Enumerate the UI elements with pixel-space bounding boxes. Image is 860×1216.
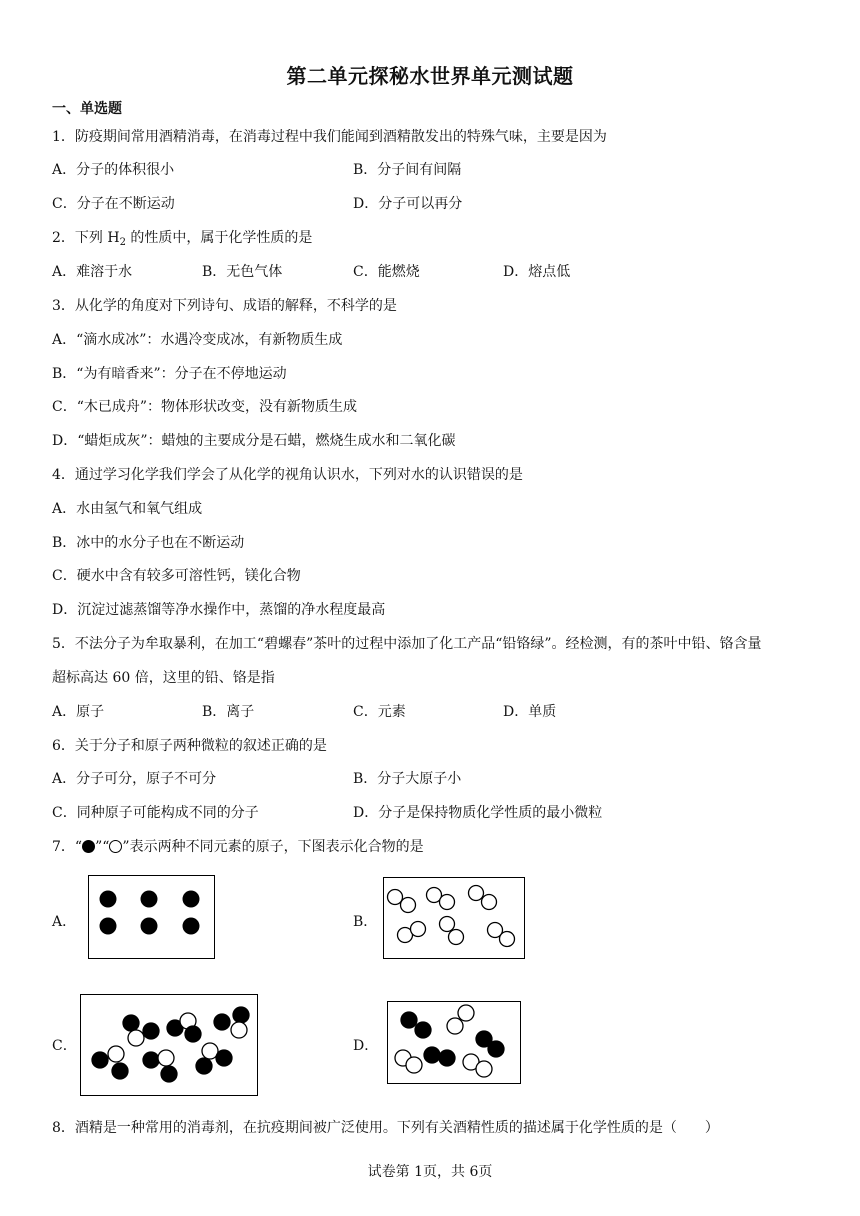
question-7-option-b: B． — [353, 914, 378, 930]
question-4-option-b: B．冰中的水分子也在不断运动 — [52, 535, 245, 551]
black-atom-icon — [82, 840, 95, 853]
question-3-option-d: D．“蜡炬成灰”：蜡烛的主要成分是石蜡，燃烧生成水和二氧化碳 — [52, 433, 456, 449]
question-2-stem-post: 的性质中，属于化学性质的是 — [125, 230, 313, 246]
section-heading: 一、单选题 — [52, 101, 122, 117]
question-1-option-c: C．分子在不断运动 — [52, 196, 175, 212]
question-7-option-d: D． — [353, 1038, 379, 1054]
question-2-stem — [52, 228, 312, 253]
question-4-option-d: D．沉淀过滤蒸馏等净水操作中，蒸馏的净水程度最高 — [52, 602, 386, 618]
question-3-option-a: A．“滴水成冰”：水遇冷变成冰，有新物质生成 — [52, 332, 343, 348]
question-6-option-a: A．分子可分，原子不可分 — [52, 771, 217, 787]
question-6-option-c: C．同种原子可能构成不同的分子 — [52, 805, 259, 821]
diagram-c — [80, 994, 258, 1096]
white-atom-icon — [109, 840, 122, 853]
question-7-number: 7． — [52, 839, 75, 855]
question-5-option-d: D．单质 — [503, 704, 557, 720]
question-7-stem-text: ”表示两种不同元素的原子，下图表示化合物的是 — [122, 839, 424, 855]
question-5-option-a: A．原子 — [52, 704, 105, 720]
question-1-option-a: A．分子的体积很小 — [52, 162, 175, 178]
question-4-option-c: C．硬水中含有较多可溶性钙，镁化合物 — [52, 568, 301, 584]
question-7-option-a: A． — [52, 914, 77, 930]
question-1-option-b: B．分子间有间隔 — [353, 162, 462, 178]
question-2-option-d: D．熔点低 — [503, 264, 571, 280]
question-5-option-b: B．离子 — [202, 704, 255, 720]
question-2-option-b: B．无色气体 — [202, 264, 283, 280]
question-7-stem — [52, 837, 424, 857]
question-2-stem-pre: 2．下列 H — [52, 230, 120, 246]
page-title: 第二单元探秘水世界单元测试题 — [286, 64, 574, 88]
question-7-option-c: C． — [52, 1038, 77, 1054]
question-6-option-b: B．分子大原子小 — [353, 771, 462, 787]
diagram-a — [88, 875, 215, 959]
page-footer: 试卷第 1页，共 6页 — [367, 1164, 493, 1180]
question-2-option-c: C．能燃烧 — [353, 264, 420, 280]
quote-mid: ”“ — [95, 839, 110, 855]
question-5-stem-line-2: 超标高达 60 倍，这里的铅、铬是指 — [52, 670, 275, 686]
question-5-stem-line-1: 5．不法分子为牟取暴利，在加工“碧螺春”茶叶的过程中添加了化工产品“铅铬绿”。经检测，有的茶叶中铅、铬含量 — [52, 636, 762, 652]
question-8-stem: 8．酒精是一种常用的消毒剂，在抗疫期间被广泛使用。下列有关酒精性质的描述属于化学性质的是（ ） — [52, 1120, 719, 1136]
question-2-option-a: A．难溶于水 — [52, 264, 133, 280]
question-5-option-c: C．元素 — [353, 704, 406, 720]
question-3-option-c: C．“木已成舟”：物体形状改变，没有新物质生成 — [52, 399, 358, 415]
question-6-stem: 6．关于分子和原子两种微粒的叙述正确的是 — [52, 738, 327, 754]
question-4-option-a: A．水由氢气和氧气组成 — [52, 501, 203, 517]
question-3-stem: 3．从化学的角度对下列诗句、成语的解释，不科学的是 — [52, 298, 397, 314]
question-4-stem: 4．通过学习化学我们学会了从化学的视角认识水，下列对水的认识错误的是 — [52, 467, 523, 483]
question-1-stem: 1．防疫期间常用酒精消毒，在消毒过程中我们能闻到酒精散发出的特殊气味，主要是因为 — [52, 129, 607, 145]
diagram-b — [383, 877, 525, 959]
quote-open: “ — [74, 839, 83, 855]
question-6-option-d: D．分子是保持物质化学性质的最小微粒 — [353, 805, 603, 821]
question-1-option-d: D．分子可以再分 — [353, 196, 463, 212]
question-2-subscript: 2 — [119, 237, 126, 248]
diagram-d — [387, 1001, 521, 1084]
question-3-option-b: B．“为有暗香来”：分子在不停地运动 — [52, 366, 287, 382]
